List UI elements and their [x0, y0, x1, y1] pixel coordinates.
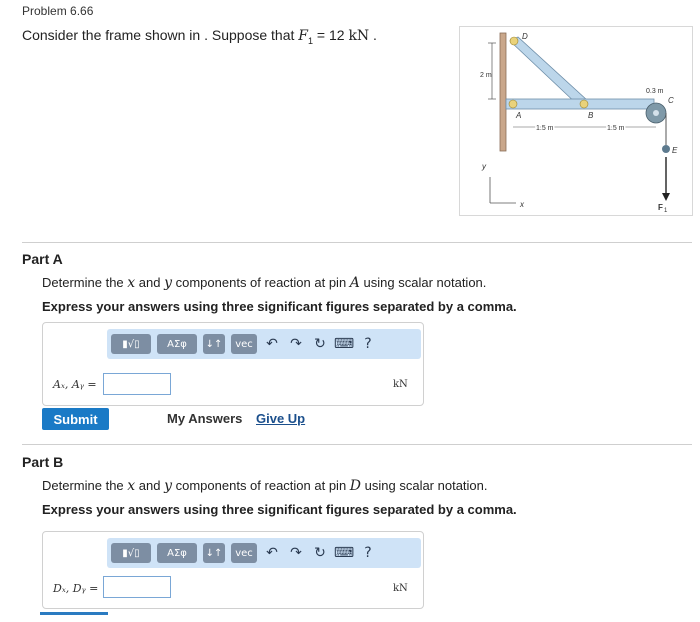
- next-submit-button-edge[interactable]: [40, 612, 108, 615]
- label-c: C: [668, 96, 674, 105]
- axis-x-label: x: [520, 200, 524, 209]
- span2-label: 1.5 m: [607, 125, 625, 132]
- wall-support: [500, 33, 506, 151]
- label-d: D: [522, 32, 528, 41]
- problem-statement: [22, 27, 377, 46]
- statement-suffix: .: [369, 27, 377, 43]
- force-arrowhead: [662, 193, 670, 201]
- reset-icon[interactable]: ↻: [314, 336, 326, 352]
- statement-prefix: Consider the frame shown in . Suppose that: [22, 27, 299, 43]
- answer-label: Aₓ, Aᵧ =: [53, 378, 97, 391]
- question-text: components of reaction at pin: [172, 275, 350, 290]
- part-b-title: Part B: [22, 454, 64, 470]
- answer-label: Dₓ, Dᵧ =: [53, 582, 99, 595]
- axis-y-label: y: [482, 162, 486, 171]
- section-divider: [22, 444, 692, 445]
- part-a-title: Part A: [22, 251, 63, 267]
- greek-symbols-button[interactable]: ΑΣφ: [157, 334, 197, 354]
- question-text: using scalar notation.: [361, 478, 488, 493]
- frame-diagram: [460, 27, 692, 215]
- label-e: E: [672, 146, 678, 155]
- subscript-button[interactable]: ↓↑: [203, 543, 225, 563]
- unit-label: kN: [393, 583, 408, 594]
- question-text: using scalar notation.: [359, 275, 487, 290]
- redo-icon[interactable]: ↷: [290, 545, 302, 561]
- pin-a: [509, 100, 517, 108]
- answer-input[interactable]: [103, 373, 171, 395]
- force-subscript: 1: [308, 35, 314, 46]
- section-divider: [22, 242, 692, 243]
- keyboard-icon[interactable]: ⌨: [333, 545, 355, 561]
- undo-icon[interactable]: ↶: [266, 336, 278, 352]
- pulley-hub: [653, 110, 659, 116]
- math-pin: D: [349, 478, 362, 494]
- vector-button[interactable]: vec: [231, 334, 257, 354]
- radius-label: 0.3 m: [646, 88, 664, 95]
- math-pin: A: [349, 275, 360, 291]
- keyboard-icon[interactable]: ⌨: [333, 336, 355, 352]
- force-unit: kN: [348, 28, 370, 44]
- help-icon[interactable]: ?: [364, 545, 372, 561]
- part-a-instruction: Express your answers using three significant figures separated by a comma.: [42, 299, 517, 314]
- templates-button[interactable]: ▮√▯: [111, 543, 151, 563]
- part-b-question: [42, 478, 488, 494]
- math-x: x: [127, 275, 136, 291]
- my-answers-link[interactable]: My Answers: [167, 411, 243, 426]
- force-value: = 12: [313, 27, 349, 43]
- math-x: x: [127, 478, 136, 494]
- problem-title: Problem 6.66: [22, 4, 94, 18]
- pin-d: [510, 37, 518, 45]
- redo-icon[interactable]: ↷: [290, 336, 302, 352]
- part-b-instruction: Express your answers using three significant figures separated by a comma.: [42, 502, 517, 517]
- help-icon[interactable]: ?: [364, 336, 372, 352]
- give-up-link[interactable]: Give Up: [256, 411, 306, 426]
- pin-b: [580, 100, 588, 108]
- frame-figure: [459, 26, 693, 216]
- math-y: y: [164, 478, 173, 494]
- diagonal-member: [510, 37, 588, 107]
- part-a-answer-box: [42, 322, 424, 406]
- undo-icon[interactable]: ↶: [266, 545, 278, 561]
- part-a-question: [42, 275, 486, 291]
- part-b-answer-box: [42, 531, 424, 609]
- math-toolbar: [107, 329, 421, 359]
- question-text: Determine the: [42, 275, 128, 290]
- label-f1: F: [658, 203, 663, 212]
- templates-button[interactable]: ▮√▯: [111, 334, 151, 354]
- question-text: and: [135, 478, 165, 493]
- height-label: 2 m: [480, 72, 492, 79]
- question-text: and: [135, 275, 165, 290]
- label-f1-sub: 1: [664, 208, 668, 214]
- question-text: components of reaction at pin: [172, 478, 350, 493]
- subscript-button[interactable]: ↓↑: [203, 334, 225, 354]
- question-text: Determine the: [42, 478, 128, 493]
- reset-icon[interactable]: ↻: [314, 545, 326, 561]
- answer-input[interactable]: [103, 576, 171, 598]
- label-b: B: [588, 111, 594, 120]
- hook-e: [662, 145, 670, 153]
- math-y: y: [164, 275, 173, 291]
- vector-button[interactable]: vec: [231, 543, 257, 563]
- unit-label: kN: [393, 379, 408, 390]
- force-symbol: F: [298, 28, 308, 44]
- label-a: A: [516, 111, 522, 120]
- math-toolbar: [107, 538, 421, 568]
- span1-label: 1.5 m: [536, 125, 554, 132]
- submit-button[interactable]: Submit: [42, 408, 109, 430]
- greek-symbols-button[interactable]: ΑΣφ: [157, 543, 197, 563]
